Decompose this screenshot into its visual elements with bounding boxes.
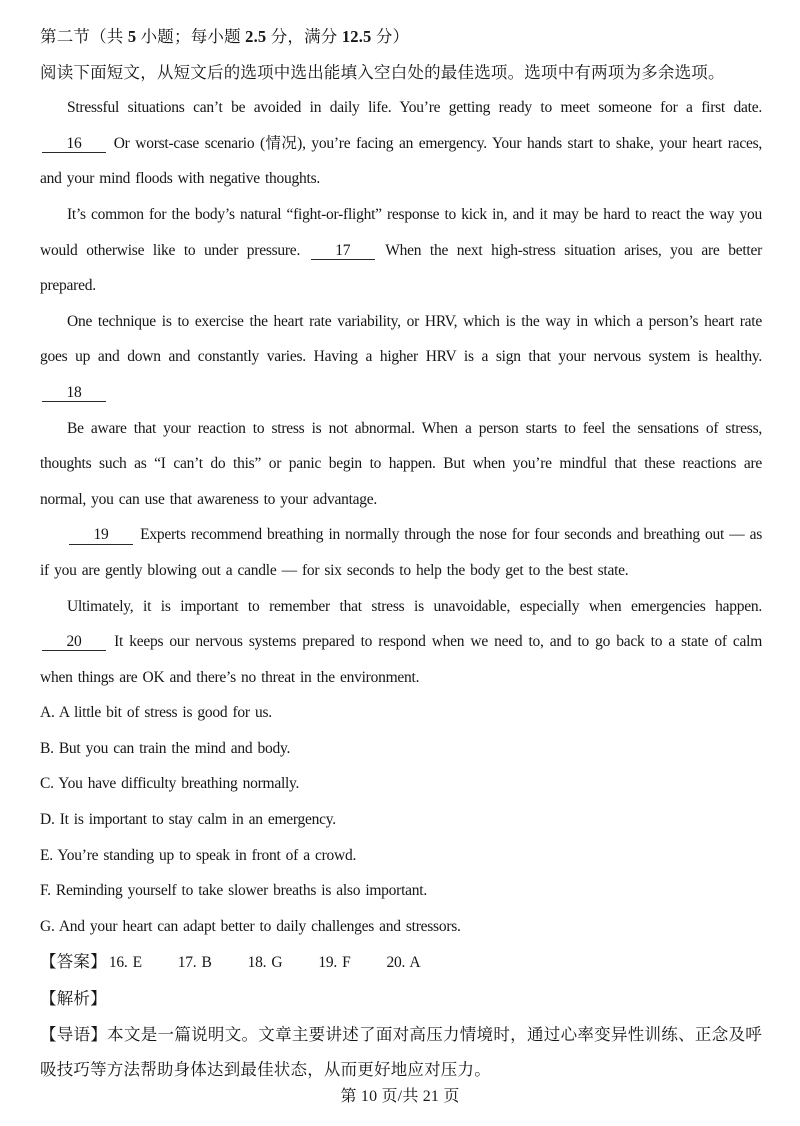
option-g: G. And your heart can adapt better to daily challenges and stressors. (40, 917, 461, 935)
option-b: B. But you can train the mind and body. (40, 739, 291, 757)
section-header-points-each: 2.5 (245, 27, 267, 46)
passage-text: It’s common for the body’s natural “fight-or-flight” response to kick in, and it may be hard to react the way you would otherwise like to under pressure. (40, 205, 762, 259)
blank-19: 19 (69, 527, 133, 544)
option-f: F. Reminding yourself to take slower breaths is also important. (40, 882, 427, 900)
passage-paragraph-2 (40, 197, 762, 304)
passage-paragraph-3 (40, 304, 762, 411)
options-list (40, 695, 762, 944)
passage-text: Be aware that your reaction to stress is not abnormal. When a person starts to feel the sensations of stress, thoughts such as “I can’t do this” or panic begin to happen. But when you’re mindful that these reactions are normal, you can use that awareness to your advantage. (40, 419, 762, 508)
passage-paragraph-1 (40, 90, 762, 197)
passage-text: One technique is to exercise the heart rate variability, or HRV, which is the way in which a person’s heart rate goes up and down and constantly varies. Having a higher HRV is a sign that your nervous system is healthy. (40, 312, 762, 366)
intro-paragraph (40, 1017, 762, 1088)
passage-paragraph-5 (40, 517, 762, 588)
passage-text: Or worst-case scenario (情况), you’re facing an emergency. Your hands start to shake, your heart races, and your mind floods with negative thoughts. (40, 134, 763, 188)
section-header-points-total: 12.5 (341, 27, 372, 46)
intro-text: 本文是一篇说明文。文章主要讲述了面对高压力情境时，通过心率变异性训练、正念及呼吸技巧等方法帮助身体达到最佳状态，从而更好地应对压力。 (40, 1024, 762, 1080)
answers-label: 【答案】 (40, 952, 107, 972)
answer-item-20: 20. A (386, 954, 421, 972)
instructions: 阅读下面短文，从短文后的选项中选出能填入空白处的最佳选项。选项中有两项为多余选项。 (40, 62, 725, 82)
passage-text: Ultimately, it is important to remember that stress is unavoidable, especially when emergencies happen. (67, 597, 762, 615)
passage-text: Stressful situations can’t be avoided in daily life. You’re getting ready to meet someone for a first date. (67, 99, 762, 117)
passage-text: It keeps our nervous systems prepared to respond when we need to, and to go back to a state of calm when things are OK and there’s no threat in the environment. (40, 633, 762, 686)
blank-20: 20 (42, 634, 106, 651)
option-e: E. You’re standing up to speak in front of a crowd. (40, 846, 357, 864)
section-header-text-4: 分） (371, 27, 410, 46)
option-a: A. A little bit of stress is good for us. (40, 704, 272, 722)
answer-item-17: 17. B (177, 954, 212, 972)
passage-text: Experts recommend breathing in normally through the nose for four seconds and breathing out — as if you are gently blowing out a candle — for six seconds to help the body get to the best state. (40, 526, 763, 579)
blank-17: 17 (311, 243, 375, 260)
blank-18: 18 (42, 385, 106, 402)
section-header-text-2: 小题；每小题 (136, 27, 246, 46)
page-footer: 第 10 页/共 21 页 (340, 1087, 460, 1105)
blank-16: 16 (42, 136, 106, 153)
passage-text: When the next high-stress situation arises, you are better prepared. (40, 241, 763, 295)
passage-paragraph-4 (40, 411, 762, 518)
section-header-text-3: 分，满分 (266, 27, 342, 46)
section-header-count: 5 (127, 27, 137, 46)
answer-item-19: 19. F (318, 954, 351, 972)
answer-item-18: 18. G (247, 954, 283, 972)
option-d: D. It is important to stay calm in an emergency. (40, 811, 336, 829)
analysis-label: 【解析】 (40, 989, 107, 1009)
section-header-text-1: 第二节（共 (40, 27, 128, 46)
option-c: C. You have difficulty breathing normally. (40, 775, 300, 793)
section-header (40, 19, 762, 55)
intro-label: 【导语】 (40, 1024, 108, 1044)
passage-paragraph-6 (40, 589, 762, 696)
answer-item-16: 16. E (108, 954, 142, 972)
answers-line (40, 944, 762, 981)
